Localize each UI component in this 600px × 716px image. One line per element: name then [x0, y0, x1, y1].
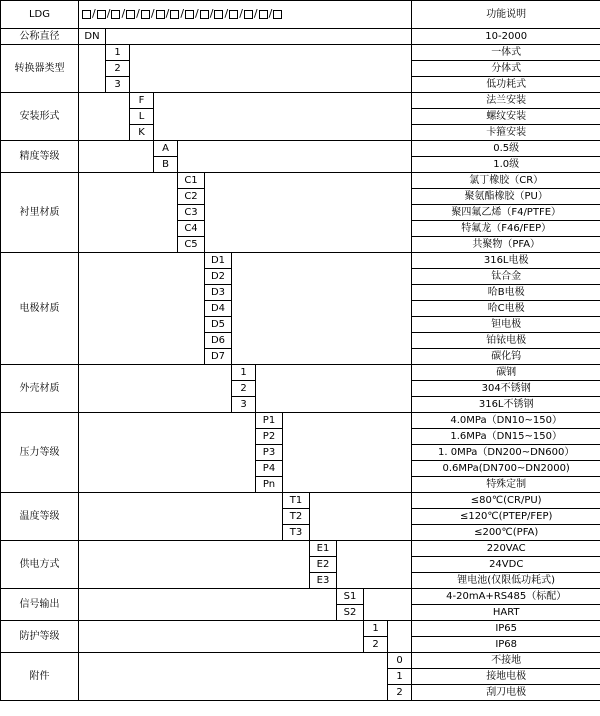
code-cell: 1 — [388, 669, 412, 685]
code-cell: D7 — [205, 349, 232, 365]
spacer-left — [79, 637, 364, 653]
table-row — [1, 685, 600, 701]
code-cell: L — [130, 109, 154, 125]
desc-cell: 哈B电极 — [412, 285, 600, 301]
code-box — [273, 10, 282, 19]
spacer-right — [154, 109, 412, 125]
code-box — [185, 10, 194, 19]
desc-cell: 1. 0MPa（DN200~DN600） — [412, 445, 600, 461]
row-label-0: 公称直径 — [1, 29, 79, 45]
table-row — [1, 365, 600, 381]
spacer-right — [232, 317, 412, 333]
table-row — [1, 189, 600, 205]
code-cell: S1 — [337, 589, 364, 605]
spacer-right — [283, 413, 412, 429]
spacer-left — [79, 589, 337, 605]
table-row — [1, 461, 600, 477]
row-label-2: 安装形式 — [1, 93, 79, 141]
table-row — [1, 493, 600, 509]
code-cell: C4 — [178, 221, 205, 237]
desc-cell: 一体式 — [412, 45, 600, 61]
spacer-left — [79, 189, 178, 205]
code-cell: DN — [79, 29, 106, 45]
spacer-right — [364, 605, 412, 621]
code-cell: 2 — [388, 685, 412, 701]
desc-cell: 分体式 — [412, 61, 600, 77]
code-cell: T1 — [283, 493, 310, 509]
spacer-left — [79, 461, 256, 477]
spacer-right — [310, 493, 412, 509]
desc-cell: 4.0MPa（DN10~150） — [412, 413, 600, 429]
code-cell: E1 — [310, 541, 337, 557]
table-row — [1, 173, 600, 189]
spacer-left — [79, 77, 106, 93]
code-box — [200, 10, 209, 19]
desc-cell: 钽电极 — [412, 317, 600, 333]
code-box — [126, 10, 135, 19]
desc-cell: 低功耗式 — [412, 77, 600, 93]
spacer-left — [79, 253, 205, 269]
code-cell: E3 — [310, 573, 337, 589]
spacer-left — [79, 269, 205, 285]
table-row — [1, 541, 600, 557]
desc-cell: 0.5级 — [412, 141, 600, 157]
spacer-right — [232, 333, 412, 349]
spacer-left — [79, 333, 205, 349]
row-label-9: 供电方式 — [1, 541, 79, 589]
code-cell: 0 — [388, 653, 412, 669]
spacer-right — [232, 285, 412, 301]
code-cell: D2 — [205, 269, 232, 285]
code-cell: D1 — [205, 253, 232, 269]
table-row — [1, 253, 600, 269]
table-row — [1, 589, 600, 605]
desc-cell: 钛合金 — [412, 269, 600, 285]
code-box-strip — [79, 1, 411, 28]
spacer-left — [79, 685, 388, 701]
code-cell: P3 — [256, 445, 283, 461]
table-row — [1, 205, 600, 221]
desc-cell: 不接地 — [412, 653, 600, 669]
table-row — [1, 605, 600, 621]
code-cell: 1 — [232, 365, 256, 381]
spacer-right — [178, 141, 412, 157]
spacer-left — [79, 541, 310, 557]
table-row — [1, 141, 600, 157]
table-row — [1, 621, 600, 637]
row-label-12: 附件 — [1, 653, 79, 701]
table-row — [1, 669, 600, 685]
code-cell: 2 — [232, 381, 256, 397]
slash-separator: / — [180, 7, 185, 21]
spacer-left — [79, 557, 310, 573]
table-row — [1, 333, 600, 349]
slash-separator: / — [253, 7, 258, 21]
spacer-right — [154, 125, 412, 141]
spacer-left — [79, 605, 337, 621]
spacer-right — [232, 349, 412, 365]
code-cell: C1 — [178, 173, 205, 189]
desc-cell: 1.6MPa（DN15~150） — [412, 429, 600, 445]
table-row — [1, 45, 600, 61]
row-label-11: 防护等级 — [1, 621, 79, 653]
spacer-right — [232, 269, 412, 285]
spacer-left — [79, 509, 283, 525]
spacer-left — [79, 173, 178, 189]
code-cell: 3 — [106, 77, 130, 93]
row-label-3: 精度等级 — [1, 141, 79, 173]
desc-cell: IP65 — [412, 621, 600, 637]
desc-cell: 卡箍安装 — [412, 125, 600, 141]
desc-cell: 氯丁橡胶（CR） — [412, 173, 600, 189]
desc-cell: 1.0级 — [412, 157, 600, 173]
slash-separator: / — [268, 7, 273, 21]
spacer-left — [79, 653, 388, 669]
code-cell: D3 — [205, 285, 232, 301]
code-box — [229, 10, 238, 19]
spacer-left — [79, 349, 205, 365]
spacer-left — [79, 205, 178, 221]
slash-separator: / — [239, 7, 243, 21]
spacer-left — [79, 477, 256, 493]
spacer-left — [79, 413, 256, 429]
spacer-left — [79, 445, 256, 461]
code-box — [141, 10, 150, 19]
code-cell: 1 — [364, 621, 388, 637]
spacer-left — [79, 301, 205, 317]
table-row — [1, 349, 600, 365]
spacer-left — [79, 221, 178, 237]
desc-cell: 316L不锈钢 — [412, 397, 600, 413]
code-cell: 2 — [106, 61, 130, 77]
desc-cell: 碳钢 — [412, 365, 600, 381]
spacer-right — [130, 45, 412, 61]
model-code-boxes-cell — [79, 1, 412, 29]
table-row — [1, 381, 600, 397]
code-cell: D6 — [205, 333, 232, 349]
desc-cell: 24VDC — [412, 557, 600, 573]
spacer-left — [79, 141, 154, 157]
code-cell: F — [130, 93, 154, 109]
table-row — [1, 125, 600, 141]
table-row — [1, 397, 600, 413]
spacer-right — [310, 509, 412, 525]
table-row — [1, 29, 600, 45]
desc-cell: 共聚物（PFA） — [412, 237, 600, 253]
desc-cell: 10-2000 — [412, 29, 600, 45]
spacer-left — [79, 157, 154, 173]
spacer-left — [79, 429, 256, 445]
desc-cell: 铂铱电极 — [412, 333, 600, 349]
spacer-right — [283, 477, 412, 493]
slash-separator: / — [92, 7, 96, 21]
slash-separator: / — [106, 7, 111, 21]
desc-cell: 螺纹安装 — [412, 109, 600, 125]
desc-cell: 特氟龙（F46/FEP） — [412, 221, 600, 237]
desc-cell: ≤200℃(PFA) — [412, 525, 600, 541]
slash-separator: / — [165, 7, 170, 21]
row-label-7: 压力等级 — [1, 413, 79, 493]
desc-cell: 接地电极 — [412, 669, 600, 685]
table-row — [1, 237, 600, 253]
code-cell: P2 — [256, 429, 283, 445]
desc-cell: 刮刀电极 — [412, 685, 600, 701]
spacer-left — [79, 109, 130, 125]
code-cell: S2 — [337, 605, 364, 621]
table-row — [1, 269, 600, 285]
row-label-6: 外壳材质 — [1, 365, 79, 413]
table-row — [1, 429, 600, 445]
code-cell: Pn — [256, 477, 283, 493]
spacer-right — [364, 589, 412, 605]
spacer-right — [256, 381, 412, 397]
table-row — [1, 157, 600, 173]
slash-separator: / — [150, 7, 155, 21]
code-box — [97, 10, 106, 19]
spacer-right — [337, 573, 412, 589]
table-row — [1, 509, 600, 525]
code-box — [214, 10, 223, 19]
spacer-right — [205, 237, 412, 253]
table-row — [1, 477, 600, 493]
spacer-right — [256, 365, 412, 381]
spacer-left — [79, 125, 130, 141]
spacer-left — [79, 621, 364, 637]
spacer-right — [283, 445, 412, 461]
table-row — [1, 285, 600, 301]
code-cell: P4 — [256, 461, 283, 477]
spacer-left — [79, 285, 205, 301]
code-cell: D5 — [205, 317, 232, 333]
spacer-left — [79, 573, 310, 589]
desc-cell: 聚四氟乙烯（F4/PTFE） — [412, 205, 600, 221]
spacer-left — [79, 317, 205, 333]
slash-separator: / — [209, 7, 214, 21]
desc-cell: ≤80℃(CR/PU) — [412, 493, 600, 509]
code-cell: A — [154, 141, 178, 157]
table-row — [1, 317, 600, 333]
desc-cell: 碳化钨 — [412, 349, 600, 365]
table-row — [1, 77, 600, 93]
table-row — [1, 93, 600, 109]
spacer-left — [79, 525, 283, 541]
spacer-left — [79, 61, 106, 77]
code-cell: E2 — [310, 557, 337, 573]
row-label-4: 衬里材质 — [1, 173, 79, 253]
table-row — [1, 653, 600, 669]
spacer-right — [232, 253, 412, 269]
slash-separator: / — [136, 7, 140, 21]
model-prefix-cell: LDG — [1, 1, 79, 29]
spacer-right — [388, 637, 412, 653]
spacer-left — [79, 381, 232, 397]
table-row — [1, 525, 600, 541]
spacer-right — [178, 157, 412, 173]
code-cell: 2 — [364, 637, 388, 653]
desc-cell: 304不锈钢 — [412, 381, 600, 397]
spacer-right — [388, 621, 412, 637]
desc-cell: 聚氨酯橡胶（PU） — [412, 189, 600, 205]
code-cell: C5 — [178, 237, 205, 253]
code-box — [111, 10, 120, 19]
spacer-left — [79, 45, 106, 61]
spacer-left — [79, 669, 388, 685]
desc-cell: 特殊定制 — [412, 477, 600, 493]
desc-cell: 锂电池(仅限低功耗式) — [412, 573, 600, 589]
code-cell: 1 — [106, 45, 130, 61]
spacer-left — [79, 397, 232, 413]
spacer-right — [283, 429, 412, 445]
spacer-right — [205, 189, 412, 205]
desc-cell: HART — [412, 605, 600, 621]
desc-cell: 法兰安装 — [412, 93, 600, 109]
slash-separator: / — [224, 7, 229, 21]
spacer-right — [205, 173, 412, 189]
desc-header-cell: 功能说明 — [412, 1, 600, 29]
desc-cell: IP68 — [412, 637, 600, 653]
desc-cell: 0.6MPa(DN700~DN2000) — [412, 461, 600, 477]
spacer-left — [79, 493, 283, 509]
code-box — [244, 10, 253, 19]
row-label-10: 信号输出 — [1, 589, 79, 621]
spacer-right — [337, 557, 412, 573]
spacer-right — [283, 461, 412, 477]
spacer-right — [106, 29, 412, 45]
slash-separator: / — [121, 7, 126, 21]
table-row — [1, 301, 600, 317]
spacer-right — [154, 93, 412, 109]
row-label-5: 电极材质 — [1, 253, 79, 365]
table-row — [1, 637, 600, 653]
desc-cell: 哈C电极 — [412, 301, 600, 317]
code-box — [82, 10, 91, 19]
spacer-right — [130, 61, 412, 77]
code-cell: C3 — [178, 205, 205, 221]
code-cell: T3 — [283, 525, 310, 541]
spacer-left — [79, 365, 232, 381]
desc-cell: 4-20mA+RS485（标配） — [412, 589, 600, 605]
table-row — [1, 445, 600, 461]
table-header-row — [1, 1, 600, 29]
code-cell: C2 — [178, 189, 205, 205]
spacer-right — [130, 77, 412, 93]
code-cell: D4 — [205, 301, 232, 317]
desc-cell: 316L电极 — [412, 253, 600, 269]
table-row — [1, 221, 600, 237]
slash-separator: / — [195, 7, 199, 21]
code-cell: 3 — [232, 397, 256, 413]
spacer-left — [79, 93, 130, 109]
row-label-8: 温度等级 — [1, 493, 79, 541]
spacer-left — [79, 237, 178, 253]
spacer-right — [232, 301, 412, 317]
row-label-1: 转换器类型 — [1, 45, 79, 93]
table-row — [1, 61, 600, 77]
code-cell: T2 — [283, 509, 310, 525]
table-row — [1, 557, 600, 573]
table-row — [1, 413, 600, 429]
desc-cell: ≤120℃(PTEP/FEP) — [412, 509, 600, 525]
spacer-right — [256, 397, 412, 413]
spacer-right — [310, 525, 412, 541]
code-cell: K — [130, 125, 154, 141]
code-box — [259, 10, 268, 19]
code-box — [156, 10, 165, 19]
table-row — [1, 573, 600, 589]
code-cell: P1 — [256, 413, 283, 429]
table-row — [1, 109, 600, 125]
code-cell: B — [154, 157, 178, 173]
spacer-right — [337, 541, 412, 557]
spacer-right — [205, 221, 412, 237]
code-box — [170, 10, 179, 19]
desc-cell: 220VAC — [412, 541, 600, 557]
spacer-right — [205, 205, 412, 221]
